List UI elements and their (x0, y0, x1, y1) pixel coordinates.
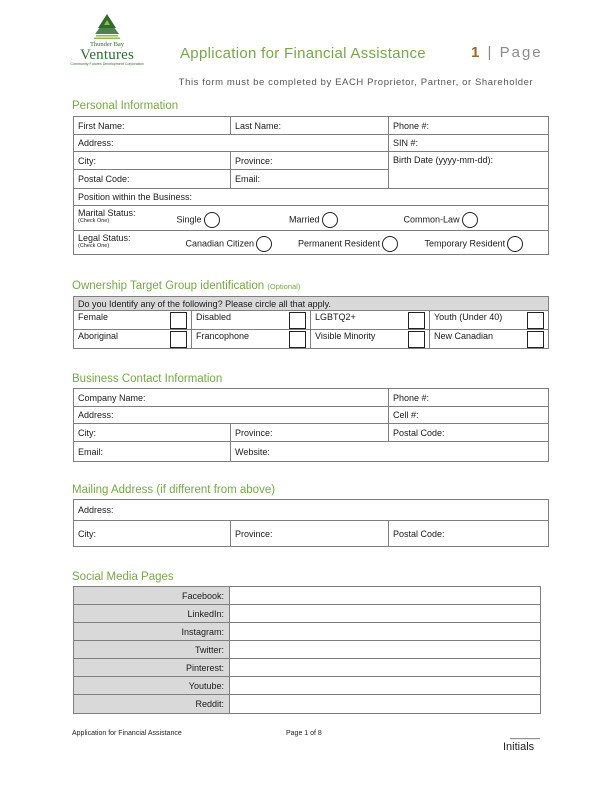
visible-minority-checkbox[interactable] (408, 331, 425, 348)
pinterest-field[interactable] (230, 659, 541, 677)
facebook-label: Facebook: (74, 587, 230, 605)
business-postal-field[interactable]: Postal Code: (389, 424, 549, 442)
citizen-label: Canadian Citizen (185, 238, 255, 249)
pinterest-label: Pinterest: (74, 659, 230, 677)
mailing-heading: Mailing Address (if different from above) (72, 484, 276, 496)
footer-title: Application for Financial Assistance (72, 730, 182, 737)
legal-note: (Check One) (78, 242, 110, 249)
youth-label: Youth (Under 40) (434, 311, 503, 322)
reddit-field[interactable] (230, 695, 541, 714)
page-indicator (471, 44, 543, 61)
initials-line[interactable]: ______ (510, 729, 541, 739)
ownership-optional: (Optional) (267, 282, 301, 291)
francophone-label: Francophone (196, 330, 250, 341)
city-field[interactable]: City: (74, 152, 231, 170)
personal-table (73, 116, 549, 255)
temporary-label: Temporary Resident (424, 238, 506, 249)
group-aboriginal[interactable] (74, 330, 192, 349)
mailing-city-field[interactable]: City: (74, 521, 231, 547)
personal-heading: Personal Information (72, 100, 179, 112)
postal-code-field[interactable]: Postal Code: (74, 170, 231, 189)
ownership-table (73, 296, 549, 349)
business-table (73, 388, 549, 462)
lgbtq-checkbox[interactable] (408, 312, 425, 329)
disabled-checkbox[interactable] (289, 312, 306, 329)
footer-page: Page 1 of 8 (286, 730, 322, 737)
page-separator: | (487, 44, 494, 61)
marital-status-label (78, 208, 174, 225)
disabled-label: Disabled (196, 311, 232, 322)
website-field[interactable]: Website: (231, 442, 549, 462)
visible-minority-label: Visible Minority (315, 330, 376, 341)
legal-option-temporary[interactable] (425, 236, 524, 252)
company-name-field[interactable]: Company Name: (74, 389, 389, 407)
permanent-label: Permanent Resident (298, 238, 381, 249)
group-female[interactable] (74, 311, 192, 330)
instagram-label: Instagram: (74, 623, 230, 641)
legal-option-citizen[interactable] (186, 236, 296, 252)
mailing-postal-field[interactable]: Postal Code: (389, 521, 549, 547)
cell-field[interactable]: Cell #: (389, 407, 549, 424)
single-label: Single (176, 214, 202, 225)
page-word: Page (499, 44, 543, 61)
new-canadian-label: New Canadian (434, 330, 494, 341)
common-law-label: Common-Law (403, 214, 460, 225)
linkedin-field[interactable] (230, 605, 541, 623)
marital-option-married[interactable] (289, 212, 401, 228)
facebook-field[interactable] (230, 587, 541, 605)
ownership-heading (72, 280, 300, 292)
mailing-province-field[interactable]: Province: (231, 521, 389, 547)
ownership-instruction: Do you Identify any of the following? Please circle all that apply. (74, 297, 549, 311)
address-field[interactable]: Address: (74, 135, 389, 152)
married-radio[interactable] (322, 212, 338, 228)
marital-option-single[interactable] (177, 212, 287, 228)
linkedin-label: LinkedIn: (74, 605, 230, 623)
group-francophone[interactable] (192, 330, 311, 349)
email-field[interactable]: Email: (231, 170, 389, 189)
page-number: 1 (471, 44, 482, 61)
ownership-heading-text: Ownership Target Group identification (72, 280, 265, 292)
reddit-label: Reddit: (74, 695, 230, 714)
female-checkbox[interactable] (170, 312, 187, 329)
business-phone-field[interactable]: Phone #: (389, 389, 549, 407)
last-name-field[interactable]: Last Name: (231, 117, 389, 135)
business-email-field[interactable]: Email: (74, 442, 231, 462)
business-province-field[interactable]: Province: (231, 424, 389, 442)
francophone-checkbox[interactable] (289, 331, 306, 348)
logo-line1: Thunder Bay (89, 41, 125, 48)
group-youth[interactable] (430, 311, 549, 330)
citizen-radio[interactable] (256, 236, 272, 252)
legal-status-label (78, 233, 183, 250)
province-field[interactable]: Province: (231, 152, 389, 170)
legal-status-row (74, 231, 549, 255)
marital-status-row (74, 206, 549, 231)
birth-date-field[interactable]: Birth Date (yyyy-mm-dd): (389, 152, 549, 189)
aboriginal-checkbox[interactable] (170, 331, 187, 348)
logo (68, 14, 146, 78)
youtube-field[interactable] (230, 677, 541, 695)
youtube-label: Youtube: (74, 677, 230, 695)
tree-logo-icon (90, 14, 124, 40)
twitter-label: Twitter: (74, 641, 230, 659)
social-table (73, 586, 541, 714)
sin-field[interactable]: SIN #: (389, 135, 549, 152)
twitter-field[interactable] (230, 641, 541, 659)
married-label: Married (289, 214, 320, 225)
social-heading: Social Media Pages (72, 571, 174, 583)
business-heading: Business Contact Information (72, 373, 223, 385)
youth-checkbox[interactable] (527, 312, 544, 329)
logo-tagline: Community Futures Development Corporation (70, 62, 144, 66)
instagram-field[interactable] (230, 623, 541, 641)
business-city-field[interactable]: City: (74, 424, 231, 442)
phone-field[interactable]: Phone #: (389, 117, 549, 135)
group-lgbtq[interactable] (311, 311, 430, 330)
document-title: Application for Financial Assistance (180, 45, 426, 62)
mailing-table (73, 499, 549, 547)
common-law-radio[interactable] (462, 212, 478, 228)
legal-label-text: Legal Status: (78, 232, 131, 243)
position-field[interactable]: Position within the Business: (74, 189, 549, 206)
business-address-field[interactable]: Address: (74, 407, 389, 424)
group-disabled[interactable] (192, 311, 311, 330)
logo-line2: Ventures (79, 47, 135, 63)
form-subtitle: This form must be completed by EACH Proprietor, Partner, or Shareholder (178, 77, 534, 88)
female-label: Female (78, 311, 109, 322)
temporary-radio[interactable] (507, 236, 523, 252)
new-canadian-checkbox[interactable] (527, 331, 544, 348)
marital-note: (Check One) (78, 218, 110, 225)
single-radio[interactable] (204, 212, 220, 228)
first-name-field[interactable]: First Name: (74, 117, 231, 135)
marital-option-common-law[interactable] (404, 212, 478, 228)
initials-label: Initials (503, 741, 535, 753)
mailing-address-field[interactable]: Address: (74, 500, 549, 521)
lgbtq-label: LGBTQ2+ (315, 311, 356, 322)
legal-option-permanent[interactable] (298, 236, 422, 252)
group-new-canadian[interactable] (430, 330, 549, 349)
aboriginal-label: Aboriginal (78, 330, 119, 341)
marital-label-text: Marital Status: (78, 208, 136, 219)
permanent-radio[interactable] (382, 236, 398, 252)
group-visible-minority[interactable] (311, 330, 430, 349)
